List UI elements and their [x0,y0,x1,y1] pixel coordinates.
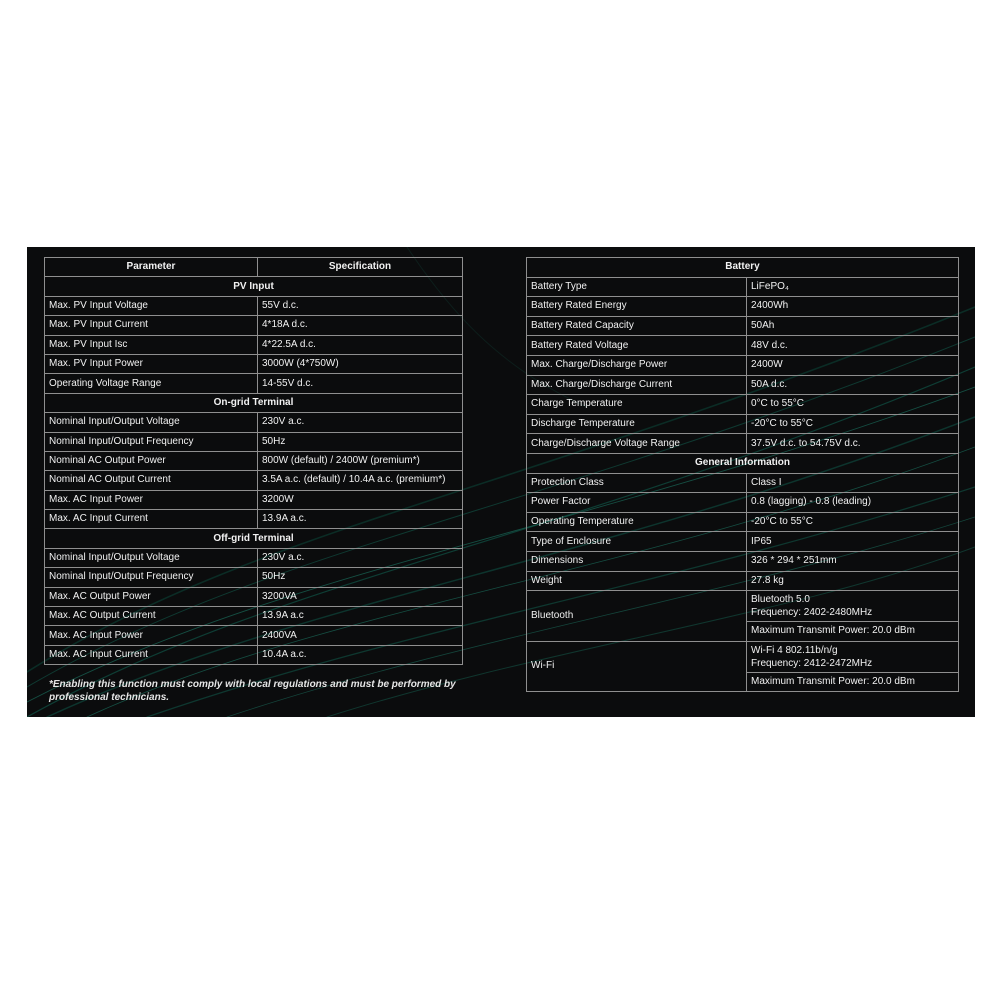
parameter-cell: Max. PV Input Isc [45,335,258,354]
parameter-cell: Battery Rated Capacity [527,316,747,336]
table-row [527,336,959,356]
table-row [527,316,959,336]
value-cell: 13.9A a.c. [258,510,463,529]
value-cell: 0°C to 55°C [747,395,959,415]
parameter-cell: Battery Rated Energy [527,297,747,317]
spec-panel [27,247,975,717]
value-cell: 4*22.5A d.c. [258,335,463,354]
value-cell: 4*18A d.c. [258,316,463,335]
table-row [527,551,959,571]
parameter-cell: Nominal Input/Output Frequency [45,432,258,451]
section-row [527,453,959,473]
table-row [45,490,463,509]
parameter-cell: Weight [527,571,747,591]
table-row [45,354,463,373]
table-row [45,510,463,529]
table-row [527,434,959,454]
table-row [527,297,959,317]
table-row [527,532,959,552]
wifi-frequency: Frequency: 2412-2472MHz [751,657,873,669]
table-row [45,471,463,490]
section-title-general: General Information [527,453,959,473]
parameter-cell: Max. Charge/Discharge Current [527,375,747,395]
table-row [527,395,959,415]
header-row [45,258,463,277]
value-cell: -20°C to 55°C [747,512,959,532]
value-cell: -20°C to 55°C [747,414,959,434]
parameter-cell: Operating Temperature [527,512,747,532]
value-cell: 48V d.c. [747,336,959,356]
parameter-cell: Operating Voltage Range [45,374,258,393]
section-row [45,277,463,296]
column-header-specification: Specification [258,258,463,277]
footnote: *Enabling this function must comply with local regulations and must be performed by professional technicians. [49,679,456,703]
section-row [45,393,463,412]
value-cell: 50Hz [258,568,463,587]
parameter-cell: Max. Charge/Discharge Power [527,355,747,375]
table-row [45,316,463,335]
bluetooth-transmit-power: Maximum Transmit Power: 20.0 dBm [747,622,959,642]
value-cell: 3200VA [258,587,463,606]
parameter-cell: Nominal Input/Output Voltage [45,413,258,432]
wifi-row [527,641,959,672]
section-title-battery: Battery [527,258,959,278]
parameter-cell: Protection Class [527,473,747,493]
wifi-transmit-power: Maximum Transmit Power: 20.0 dBm [747,672,959,692]
parameter-cell: Nominal Input/Output Voltage [45,548,258,567]
value-cell: 800W (default) / 2400W (premium*) [258,451,463,470]
parameter-cell: Max. AC Output Current [45,607,258,626]
bluetooth-parameter-cell: Bluetooth [527,591,747,642]
value-cell: 3000W (4*750W) [258,354,463,373]
wifi-parameter-cell: Wi-Fi [527,641,747,692]
section-row [45,529,463,548]
parameter-cell: Charge Temperature [527,395,747,415]
parameter-cell: Battery Type [527,277,747,297]
parameter-cell: Max. PV Input Voltage [45,296,258,315]
bluetooth-row [527,591,959,622]
table-row [45,645,463,664]
right-spec-table [526,257,959,692]
table-row [527,277,959,297]
value-cell: 14-55V d.c. [258,374,463,393]
parameter-cell: Max. AC Input Power [45,490,258,509]
parameter-cell: Max. AC Output Power [45,587,258,606]
value-cell: 13.9A a.c [258,607,463,626]
table-row [45,335,463,354]
value-cell: 3200W [258,490,463,509]
bluetooth-value-cell [747,591,959,622]
bluetooth-version: Bluetooth 5.0 [751,594,810,606]
value-cell: 326 * 294 * 251mm [747,551,959,571]
value-cell: 2400VA [258,626,463,645]
table-row [527,512,959,532]
parameter-cell: Nominal AC Output Power [45,451,258,470]
value-cell: 3.5A a.c. (default) / 10.4A a.c. (premium*) [258,471,463,490]
table-row [527,375,959,395]
parameter-cell: Max. PV Input Current [45,316,258,335]
section-title: Off-grid Terminal [45,529,463,548]
parameter-cell: Max. AC Input Current [45,645,258,664]
parameter-cell: Battery Rated Voltage [527,336,747,356]
value-cell: 10.4A a.c. [258,645,463,664]
parameter-cell: Discharge Temperature [527,414,747,434]
left-spec-table [44,257,463,665]
table-row [45,587,463,606]
table-row [45,432,463,451]
value-cell: 2400Wh [747,297,959,317]
section-title: On-grid Terminal [45,393,463,412]
wifi-value-cell [747,641,959,672]
value-cell: 50Hz [258,432,463,451]
table-row [45,451,463,470]
table-row [45,296,463,315]
table-row [527,493,959,513]
table-row [527,355,959,375]
value-cell: Class I [747,473,959,493]
wifi-version: Wi-Fi 4 802.11b/n/g [751,644,838,656]
value-cell: 50Ah [747,316,959,336]
table-row [45,413,463,432]
table-row [527,571,959,591]
table-row [45,568,463,587]
parameter-cell: Max. AC Input Power [45,626,258,645]
value-cell: 2400W [747,355,959,375]
section-title: PV Input [45,277,463,296]
value-cell: 230V a.c. [258,413,463,432]
value-cell: LiFePO₄ [747,277,959,297]
value-cell: 55V d.c. [258,296,463,315]
parameter-cell: Max. AC Input Current [45,510,258,529]
table-row [45,626,463,645]
parameter-cell: Power Factor [527,493,747,513]
parameter-cell: Charge/Discharge Voltage Range [527,434,747,454]
parameter-cell: Max. PV Input Power [45,354,258,373]
value-cell: IP65 [747,532,959,552]
table-row [527,473,959,493]
parameter-cell: Nominal AC Output Current [45,471,258,490]
table-row [45,374,463,393]
section-row [527,258,959,278]
table-row [45,548,463,567]
parameter-cell: Nominal Input/Output Frequency [45,568,258,587]
value-cell: 27.8 kg [747,571,959,591]
value-cell: 230V a.c. [258,548,463,567]
column-header-parameter: Parameter [45,258,258,277]
parameter-cell: Dimensions [527,551,747,571]
bluetooth-frequency: Frequency: 2402-2480MHz [751,607,873,619]
value-cell: 50A d.c. [747,375,959,395]
table-row [45,607,463,626]
table-row [527,414,959,434]
value-cell: 0.8 (lagging) - 0.8 (leading) [747,493,959,513]
value-cell: 37.5V d.c. to 54.75V d.c. [747,434,959,454]
parameter-cell: Type of Enclosure [527,532,747,552]
